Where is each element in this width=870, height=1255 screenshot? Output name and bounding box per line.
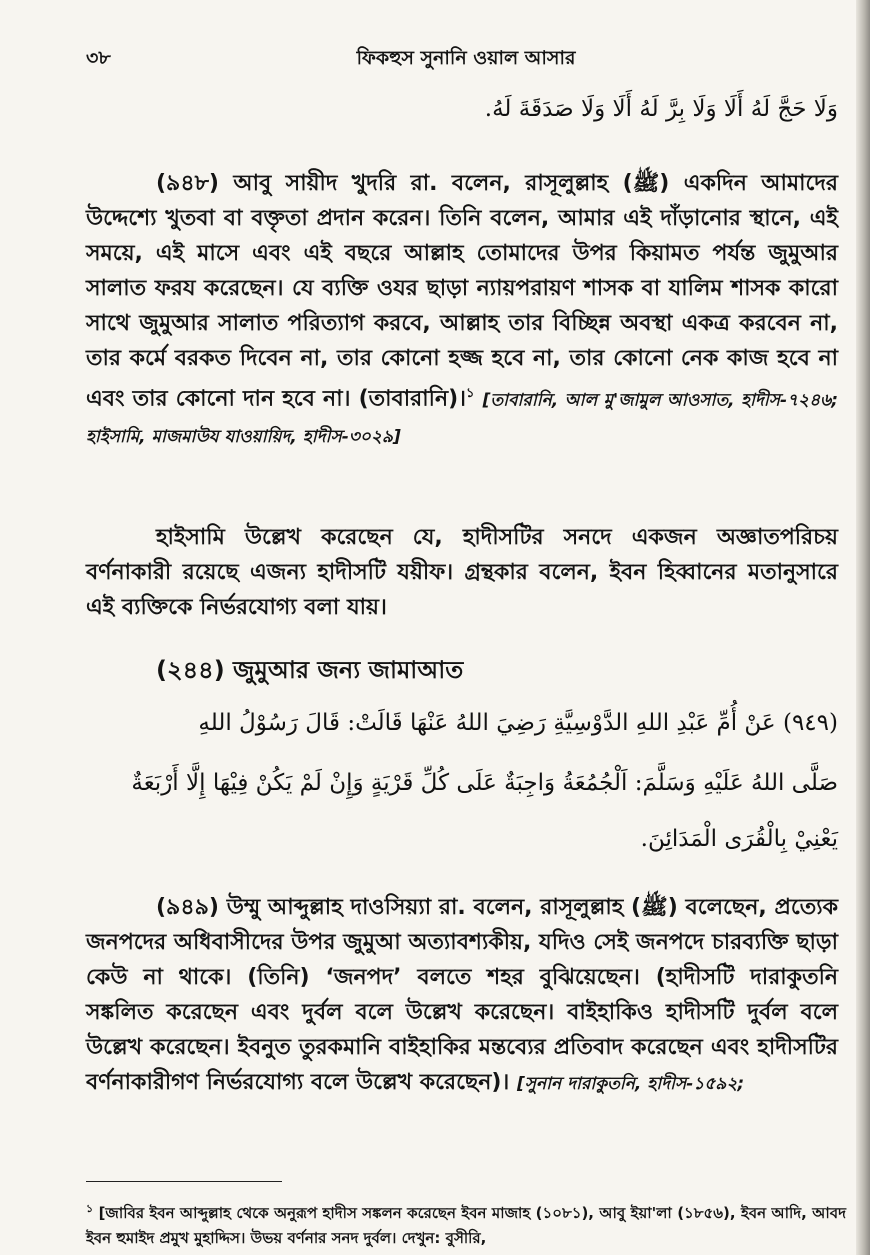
hadith-948-text: (৯৪৮) আবু সায়ীদ খুদরি রা. বলেন, রাসূলুল্লাহ (ﷺ) একদিন আমাদের উদ্দেশ্যে খুতবা বা বক্তৃতা প্রদান করেন। তিনি বলেন, আমার এই দাঁড়ানোর স্থানে, এই সময়ে, এই মাসে এবং এই বছরে আল্লাহ তোমাদের উপর কিয়ামত পর্যন্ত জুমুআর সালাত ফরয করেছেন। যে ব্যক্তি ওযর ছাড়া ন্যায়পরায়ণ শাসক বা যালিম শাসক কারো সাথে জুমুআর সালাত পরিত্যাগ করবে, আল্লাহ তার বিচ্ছিন্ন অবস্থা একত্র করবেন না, তার কর্মে বরকত দিবেন না, তার কোনো হজ্জ হবে না, তার কোনো নেক কাজ হবে না এবং তার কোনো দান হবে না। (তাবারানি)। xyxy=(86,171,839,412)
arabic-949-line-1: (٩٤٩) عَنْ أُمِّ عَبْدِ اللهِ الدَّوْسِيَّةِ رَضِيَ اللهُ عَنْهَا قَالَتْ: قَالَ رَسُوْلُ اللهِ xyxy=(198,710,838,736)
commentary-paragraph: হাইসামি উল্লেখ করেছেন যে, হাদীসটির সনদে একজন অজ্ঞাতপরিচয় বর্ণনাকারী রয়েছে এজন্য হাদীসটি যয়ীফ। গ্রন্থকার বলেন, ইবন হিব্বানের মতানুসারে এই ব্যক্তিকে নির্ভরযোগ্য বলা যায়। xyxy=(86,525,838,620)
footnote-text: [জাবির ইবন আব্দুল্লাহ থেকে অনুরূপ হাদীস সঙ্কলন করেছেন ইবন মাজাহ (১০৮১), আবু ইয়া'লা (১৮৫৬), ইবন আদি, আবদ ইবন হুমাইদ প্রমুখ মুহাদ্দিস। উভয় বর্ণনার সনদ দুর্বল। দেখুন: বুসীরি, xyxy=(86,1204,846,1247)
section-heading: (২৪৪) জুমুআর জন্য জামাআত xyxy=(156,656,464,684)
arabic-949-line-3: يَعْنِيْ بِالْقُرَى الْمَدَائِنَ. xyxy=(640,826,838,852)
hadith-949-text: (৯৪৯) উম্মু আব্দুল্লাহ দাওসিয়্যা রা. বলেন, রাসূলুল্লাহ (ﷺ) বলেছেন, প্রত্যেক জনপদের অধিবাসীদের উপর জুমুআ অত্যাবশ্যকীয়, যদিও সেই জনপদে চারব্যক্তি ছাড়া কেউ না থাকে। (তিনি) ‘জনপদ’ বলতে শহর বুঝিয়েছেন। (হাদীসটি দারাকুতনি সঙ্কলিত করেছেন এবং দুর্বল বলে উল্লেখ করেছেন। বাইহাকিও হাদীসটি দুর্বল বলে উল্লেখ করেছেন। ইবনুত তুরকমানি বাইহাকির মন্তব্যের প্রতিবাদ করেছেন এবং হাদীসটির বর্ণনাকারীগণ নির্ভরযোগ্য বলে উল্লেখ করেছেন)। xyxy=(86,895,838,1095)
footnote xyxy=(86,1196,846,1251)
footnote-divider xyxy=(86,1181,282,1182)
arabic-text-top: وَلَا حَجَّ لَهُ أَلَا وَلَا بِرَّ لَهُ أَلَا وَلَا صَدَقَةَ لَهُ. xyxy=(484,96,838,122)
hadith-948-reference: [তাবারানি, আল মু'জামুল আওসাত, হাদীস-৭২৪৬; হাইসামি, মাজমাউয যাওয়ায়িদ, হাদীস-৩০২৯] xyxy=(86,390,838,448)
arabic-949-line-2: صَلَّى اللهُ عَلَيْهِ وَسَلَّمَ: اَلْجُمُعَةُ وَاجِبَةٌ عَلَى كُلِّ قَرْيَةٍ وَإِنْ لَمْ يَكُنْ فِيْهَا إِلَّا أَرْبَعَةٌ xyxy=(131,770,838,796)
hadith-949-paragraph xyxy=(86,890,838,1102)
hadith-949-reference: [সুনান দারাকুতনি, হাদীস-১৫৯২; xyxy=(516,1074,745,1094)
running-title: ফিকহুস সুনানি ওয়াল আসার xyxy=(356,47,576,69)
hadith-948-paragraph xyxy=(86,166,838,455)
page-header xyxy=(86,44,846,78)
footnote-marker: ১ xyxy=(466,386,475,401)
page-edge-shadow xyxy=(856,0,870,1255)
page-number: ৩৮ xyxy=(86,47,111,69)
footnote-number: ১ xyxy=(86,1202,94,1215)
